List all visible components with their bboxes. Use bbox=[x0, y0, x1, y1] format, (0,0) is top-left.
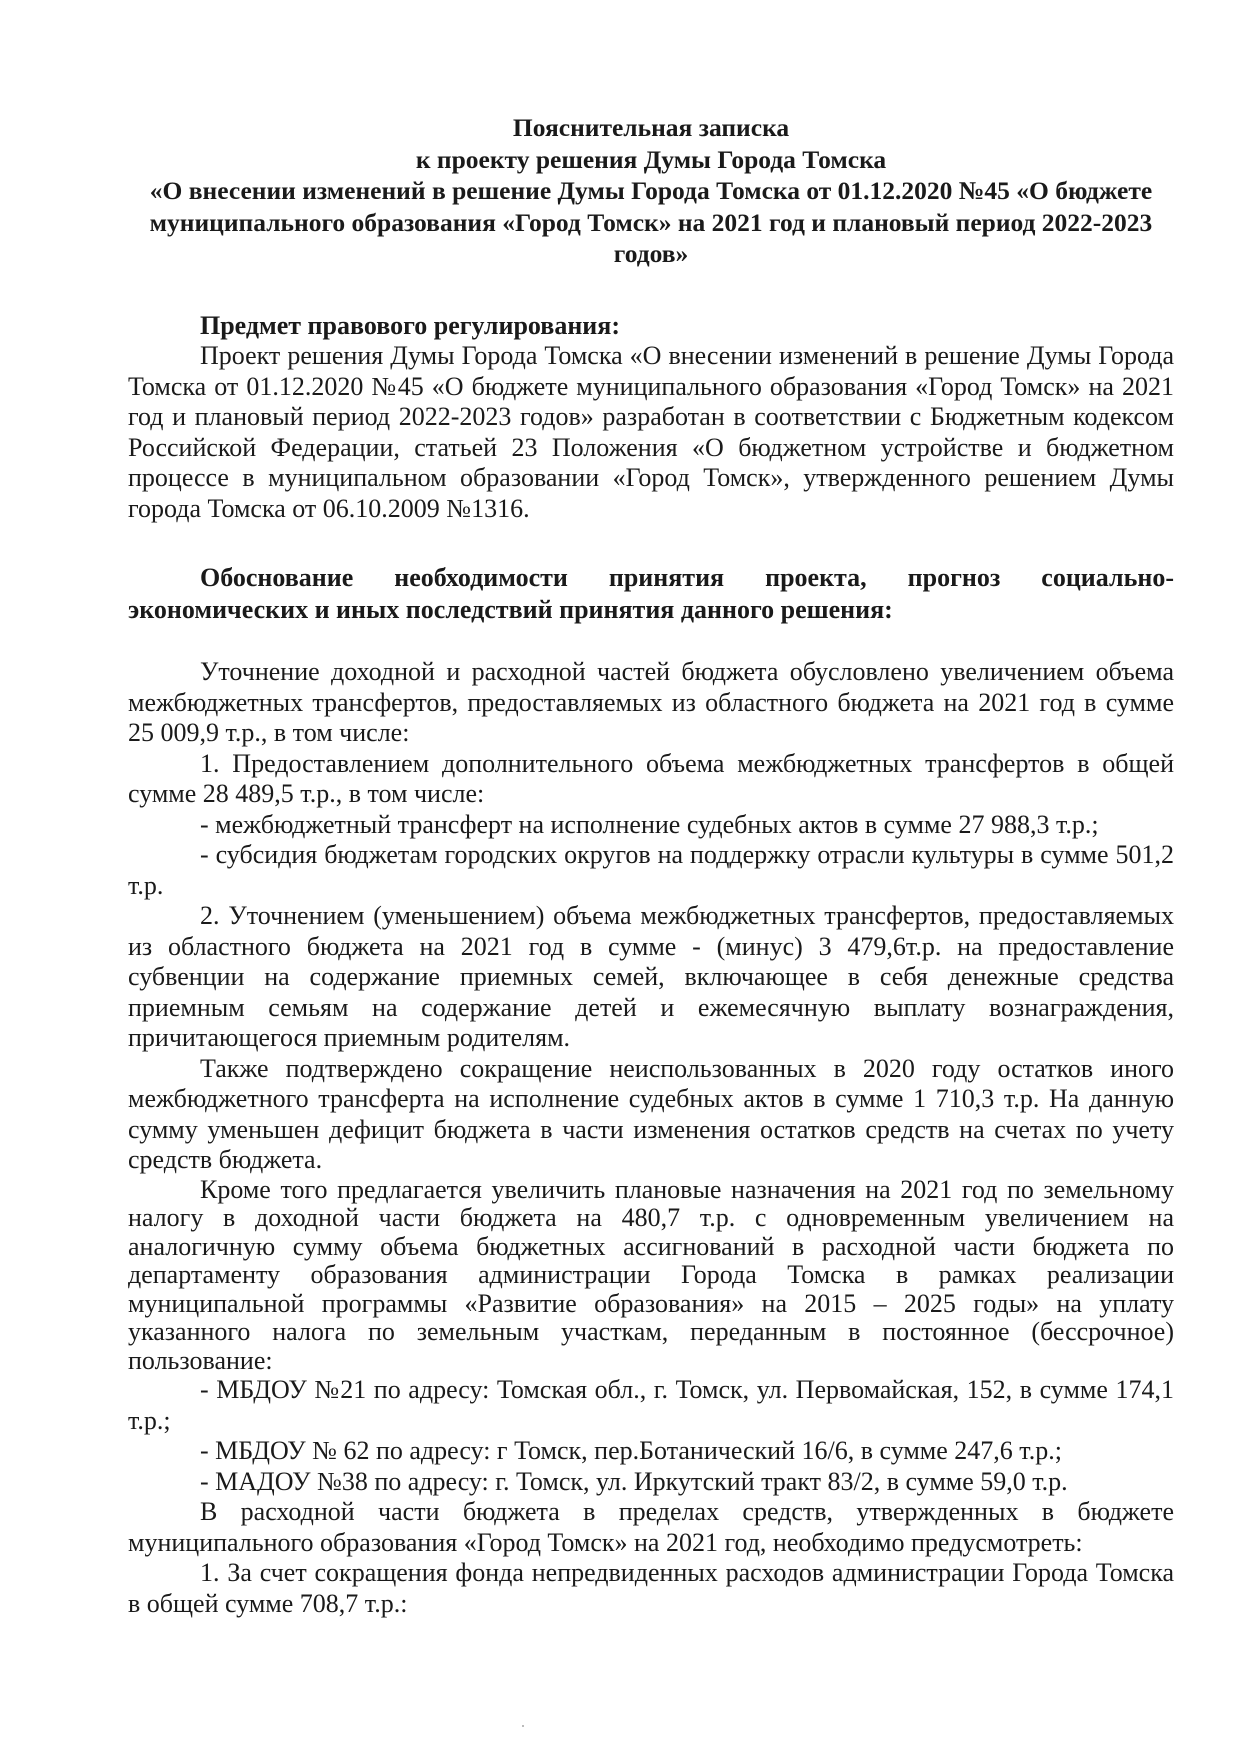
title-line-3: «О внесении изменений в решение Думы Города Томска от 01.12.2020 №45 «О бюджете муниципального образования «Город Томск» на 2021 год и плановый период 2022-2023 годов» bbox=[149, 176, 1153, 268]
paragraph-land-tax: Кроме того предлагается увеличить плановые назначения на 2021 год по земельному налогу в доходной части бюджета на 480,7 т.р. с одновременным увеличением на аналогичную сумму объема бюджетных ассигнований в расходной части бюджета по департаменту образования администрации Города Томска в рамках реализации муниципальной программы «Развитие образования» на 2015 – 2025 годы» на уплату указанного налога по земельным участкам, переданным в постоянное (бессрочное) пользование: bbox=[128, 1174, 1174, 1375]
paragraph-madou-38: - МАДОУ №38 по адресу: г. Томск, ул. Иркутский тракт 83/2, в сумме 59,0 т.р. bbox=[200, 1466, 1068, 1496]
paragraph-income-clarification: Уточнение доходной и расходной частей бюджета обусловлено увеличением объема межбюджетных трансфертов, предоставляемых из областного бюджета на 2021 год в сумме 25 009,9 т.р., в том числе: bbox=[128, 657, 1174, 747]
section-heading-legal-subject: Предмет правового регулирования: bbox=[200, 310, 620, 340]
paragraph-dash-court-acts: - межбюджетный трансферт на исполнение судебных актов в сумме 27 988,3 т.р.; bbox=[200, 809, 1099, 839]
section-justification bbox=[128, 562, 1174, 1619]
title-line-1: Пояснительная записка bbox=[512, 113, 790, 142]
paragraph-legal-subject: Проект решения Думы Города Томска «О внесении изменений в решение Думы Города Томска от 01.12.2020 №45 «О бюджете муниципального образования «Город Томск» на 2021 год и плановый период 2022-2023 годов» разработан в соответствии с Бюджетным кодексом Российской Федерации, статьей 23 Положения «О бюджетном устройстве и бюджетном процессе в муниципальном образовании «Город Томск», утвержденного решением Думы города Томска от 06.10.2009 №1316. bbox=[128, 341, 1174, 523]
paragraph-item-2: 2. Уточнением (уменьшением) объема межбюджетных трансфертов, предоставляемых из областного бюджета на 2021 год в сумме - (минус) 3 479,6т.р. на предоставление субвенции на содержание приемных семей, включающее в себя денежные средства приемным семьям на содержание детей и ежемесячную выплату вознаграждения, причитающегося приемным родителям. bbox=[128, 901, 1174, 1052]
section-legal-subject bbox=[128, 310, 1174, 525]
title-line-2: к проекту решения Думы Города Томска bbox=[415, 144, 887, 174]
paragraph-reserve-fund: 1. За счет сокращения фонда непредвиденных расходов администрации Города Томска в общей сумме 708,7 т.р.: bbox=[128, 1558, 1174, 1618]
scan-artifact bbox=[522, 1725, 524, 1727]
paragraph-mbdou-62: - МБДОУ № 62 по адресу: г Томск, пер.Ботанический 16/6, в сумме 247,6 т.р.; bbox=[200, 1436, 1062, 1465]
paragraph-reduction-remains: Также подтверждено сокращение неиспользованных в 2020 году остатков иного межбюджетного трансферта на исполнение судебных актов в сумме 1 710,3 т.р. На данную сумму уменьшен дефицит бюджета в части изменения остатков средств на счетах по учету средств бюджета. bbox=[128, 1053, 1174, 1174]
paragraph-item-1: 1. Предоставлением дополнительного объема межбюджетных трансфертов в общей сумме 28 489,5 т.р., в том числе: bbox=[128, 748, 1174, 808]
paragraph-expenditure: В расходной части бюджета в пределах средств, утвержденных в бюджете муниципального образования «Город Томск» на 2021 год, необходимо предусмотреть: bbox=[128, 1497, 1174, 1557]
section-heading-justification: Обоснование необходимости принятия проекта, прогноз социально-экономических и иных последствий принятия данного решения: bbox=[128, 563, 1174, 624]
paragraph-dash-culture-subsidy: - субсидия бюджетам городских округов на поддержку отрасли культуры в сумме 501,2 т.р. bbox=[128, 840, 1174, 900]
document-title bbox=[128, 112, 1174, 270]
paragraph-mbdou-21: - МБДОУ №21 по адресу: Томская обл., г. Томск, ул. Первомайская, 152, в сумме 174,1 т.р.; bbox=[128, 1375, 1174, 1435]
